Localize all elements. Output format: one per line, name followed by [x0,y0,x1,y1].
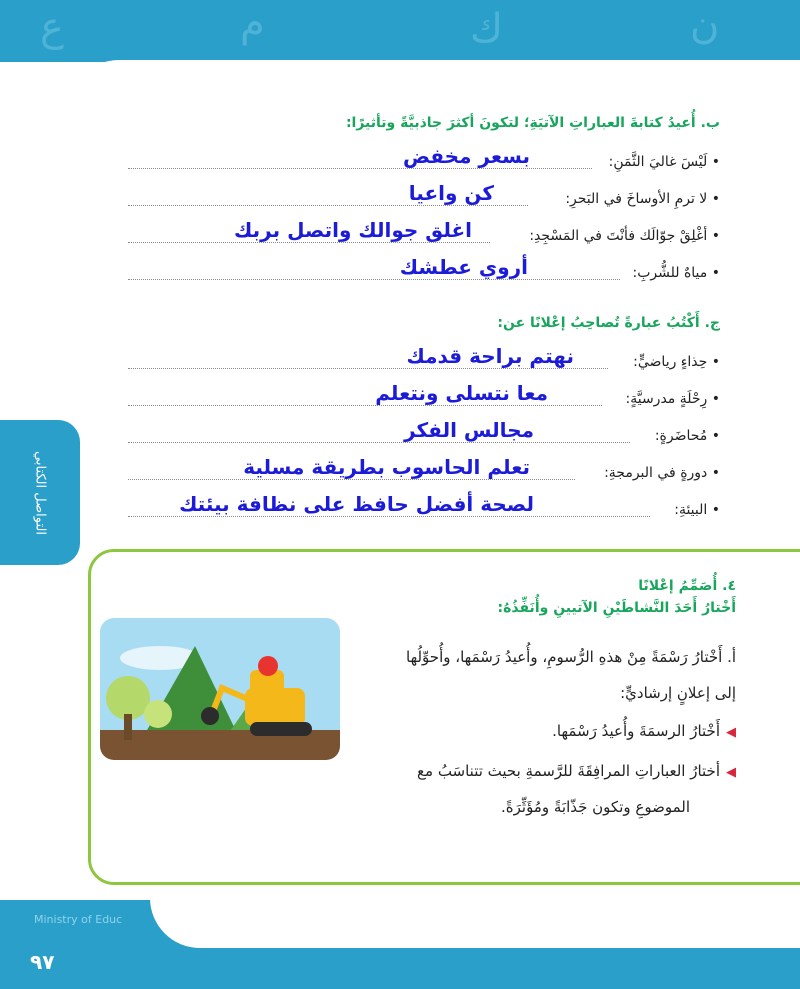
answer-line [128,479,575,480]
answer-line [128,205,528,206]
activity-bullet-text: أختارُ العباراتِ المرافِقَةَ للرَّسمةِ بحيث تتناسَبُ مع [417,762,720,780]
answer-line [128,279,620,280]
answer-line [128,242,490,243]
arrow-bullet-icon: ◀ [726,725,736,740]
answer-line [128,405,602,406]
exercise-row [128,494,720,526]
handwritten-answer: بسعر مخفض [402,144,530,168]
exercise-row [128,183,720,215]
handwritten-answer: لصحة أفضل حافظ على نظافة بيئتك [179,492,534,516]
exercise-prompt: • لا ترمِ الأوساخَ في البَحرِ: [565,191,720,207]
chapter-side-tab-label: التواصل الكتابي [32,451,48,535]
handwritten-answer: معا نتسلى ونتعلم [375,381,548,405]
answer-line [128,516,650,517]
activity-bullet-text: أَخْتارُ الرسمَةَ وأُعيدُ رَسْمَها. [552,722,720,740]
handwritten-answer: تعلم الحاسوب بطريقة مسلية [243,455,530,479]
exercise-row [128,257,720,289]
excavator-deforestation-illustration [100,618,340,760]
footer-curve [150,898,800,948]
exercise-prompt: • مياهٌ للشُّربِ: [632,265,720,281]
handwritten-answer: نهتم براحة قدمك [406,344,574,368]
activity-bullet [552,722,736,740]
answer-line [128,442,630,443]
exercise-prompt: • مُحاضَرةٍ: [654,428,720,444]
exercise-prompt: • البيئةِ: [674,502,720,518]
decorative-letter-icon: م [240,0,265,46]
answer-line [128,368,608,369]
exercise-prompt: • لَيْسَ غاليَ الثَّمَنِ: [608,154,720,170]
top-header-curve [60,60,800,120]
activity-instruction-cont: إلى إعلانٍ إرشاديٍّ: [620,684,736,702]
section-b-heading: ب. أُعيدُ كتابةَ العباراتِ الآتيَةِ؛ لتكونَ أكثرَ جاذبيَّةً وتأثيرًا: [345,115,720,131]
activity-title: ٤. أُصَمِّمُ إعْلانًا [638,578,736,594]
exercise-row [128,220,720,252]
exercise-row [128,420,720,452]
activity-instruction: أ. أَخْتارُ رَسْمَةً مِنْ هذهِ الرُّسومِ، وأُعيدُ رَسْمَها، وأُحوِّلُها [406,648,736,666]
handwritten-answer: مجالس الفكر [404,418,534,442]
ministry-watermark: Ministry of Educ [34,913,123,926]
handwritten-answer: اغلق جوالك واتصل بربك [234,218,472,242]
exercise-prompt: • رِحْلَةٍ مدرسيَّةٍ: [625,391,720,407]
exercise-prompt: • أغْلِقْ جوّالَك فأنْتَ في المَسْجِدِ: [529,228,720,244]
exercise-row [128,146,720,178]
exercise-row [128,457,720,489]
decorative-letter-icon: ن [690,2,720,48]
decorative-letter-icon: ك [470,6,503,52]
top-header-band [0,0,800,62]
arrow-bullet-icon: ◀ [726,765,736,780]
activity-subtitle: أَخْتارُ أَحَدَ النَّشاطَيْنِ الآتيينِ وأُنَفِّذُهُ: [497,600,736,616]
handwritten-answer: كن واعيا [408,181,494,205]
exercise-row [128,346,720,378]
activity-bullet [417,762,736,780]
decorative-letter-icon: ع [40,4,64,50]
exercise-row [128,383,720,415]
exercise-prompt: • دورةٍ في البرمجةِ: [604,465,720,481]
activity-bullet-cont: الموضوعِ وتكون جَذّابَةً ومُؤَثِّرَةً. [500,798,690,816]
answer-line [128,168,592,169]
exercise-prompt: • حِذاءٍ رياضيٍّ: [633,354,720,370]
handwritten-answer: أروي عطشك [399,255,528,279]
section-c-heading: ج. أَكْتُبُ عبارةً تُصاحِبُ إعْلانًا عن: [497,315,720,331]
page-number: ٩٧ [30,950,55,974]
